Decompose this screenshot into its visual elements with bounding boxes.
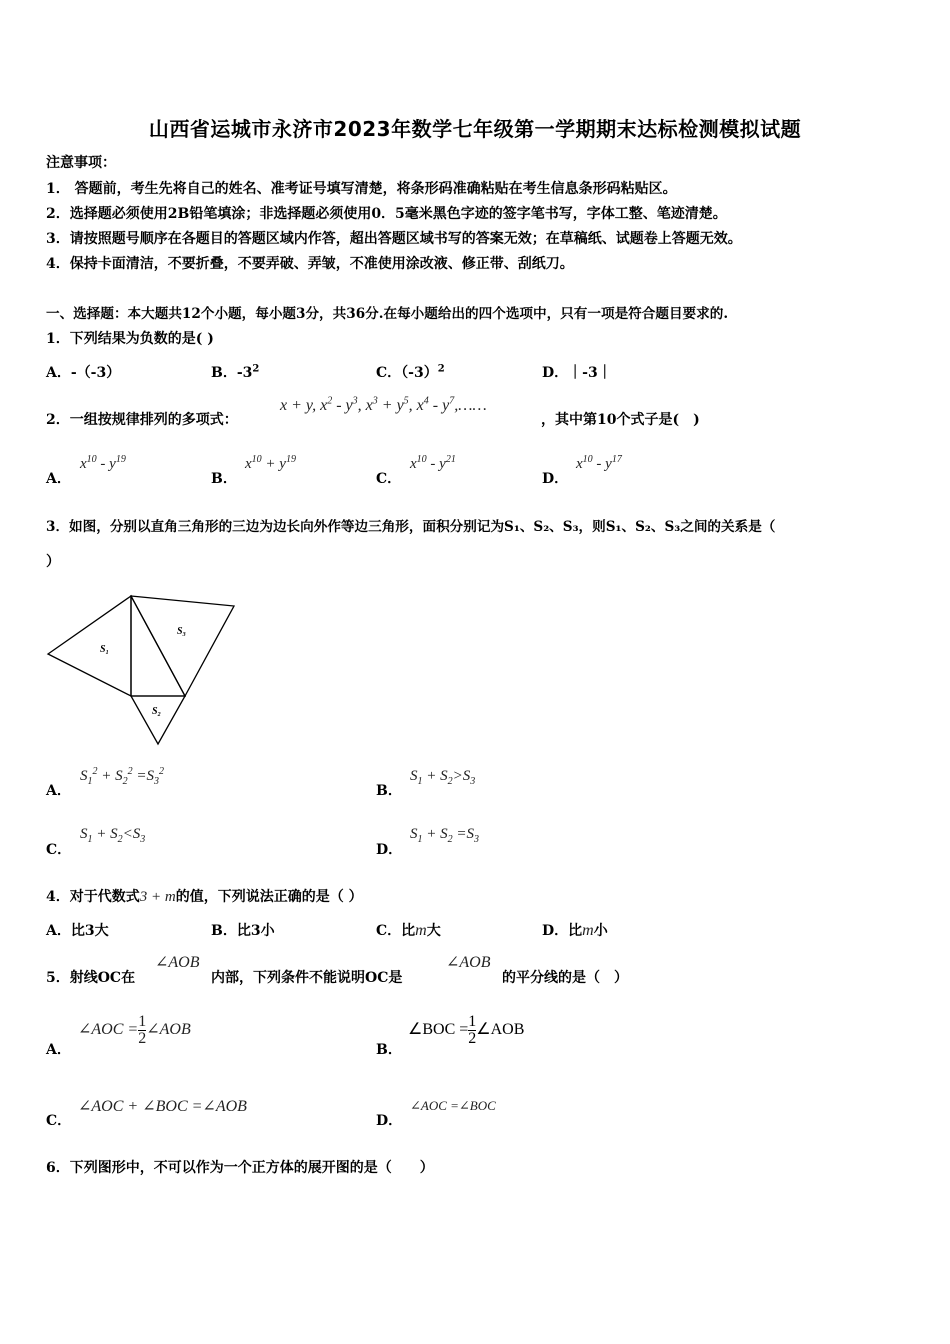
notice-item: 1． 答题前，考生先将自己的姓名、准考证号填写清楚，将条形码准确粘贴在考生信息条形码粘贴区。 — [46, 181, 677, 197]
q2-stem-prefix: 2．一组按规律排列的多项式： — [46, 412, 238, 428]
q5-stem-mid: 内部，下列条件不能说明OC是 — [211, 970, 403, 986]
q3-stem: 3．如图，分别以直角三角形的三边为边长向外作等边三角形，面积分别记为S₁、S₂、S₃，则S₁、S₂、S₃之间的关系是（ — [46, 519, 776, 535]
q3-option-d-formula: $S_1 + S_2 =S_3$ — [410, 826, 479, 845]
q2-option-c-formula: $x^{10} - y^{21}$ — [410, 454, 456, 472]
q2-option-c-label: C． — [376, 471, 402, 487]
notice-item: 3．请按照题号顺序在各题目的答题区域内作答，超出答题区域书写的答案无效；在草稿纸、试题卷上答题无效。 — [46, 231, 742, 247]
q5-option-c-label: C． — [46, 1113, 72, 1129]
label-s2: $S_2$ — [152, 706, 161, 718]
triangle-s1 — [48, 596, 131, 696]
q5-stem-suffix: 的平分线的是（ ） — [502, 970, 628, 986]
q1-stem: 1．下列结果为负数的是( ) — [46, 331, 214, 347]
notice-item: 4．保持卡面清洁，不要折叠，不要弄破、弄皱，不准使用涂改液、修正带、刮纸刀。 — [46, 256, 574, 272]
q4-option-d: D．比m小 — [542, 922, 608, 939]
q5-option-a-label: A． — [46, 1042, 71, 1058]
q2-option-a-formula: $x^{10} - y^{19}$ — [80, 454, 126, 472]
q5-angle-aob: ∠AOB — [155, 954, 200, 971]
triangle-s2 — [131, 696, 185, 744]
q1-option-d: D．｜-3｜ — [542, 365, 612, 381]
q3-option-c-formula: $S_1 + S_2<S_3$ — [80, 826, 146, 845]
q3-option-b-formula: $S_1 + S_2>S_3$ — [410, 768, 476, 787]
label-s1: $S_1$ — [100, 644, 109, 656]
q5-stem-prefix: 5．射线OC在 — [46, 970, 136, 986]
notice-heading: 注意事项： — [46, 155, 116, 171]
triangle-s3 — [131, 596, 234, 696]
q2-option-a-label: A． — [46, 471, 71, 487]
q5-angle-aob: ∠AOB — [446, 954, 491, 971]
q3-option-d-label: D． — [376, 842, 403, 858]
q5-option-c-formula: ∠AOC + ∠BOC =∠AOB — [78, 1098, 247, 1115]
q2-stem-suffix: ，其中第10个式子是( ) — [541, 412, 700, 428]
q6-stem: 6．下列图形中，不可以作为一个正方体的展开图的是（ ） — [46, 1160, 434, 1176]
q2-sequence-formula: x + y, $x^2 - y^3$, $x^3 + y^5$, $x^4$ - $y^7,\dots\dots$ — [280, 395, 487, 414]
q3-option-a-label: A． — [46, 783, 71, 799]
q2-option-b-formula: $x^{10} + y^{19}$ — [245, 454, 296, 472]
q4-option-a: A．比3大 — [46, 923, 109, 939]
q3-stem-tail: ） — [46, 554, 60, 570]
notice-item: 2．选择题必须使用2B铅笔填涂；非选择题必须使用0．5毫米黑色字迹的签字笔书写，字体工整、笔迹清楚。 — [46, 206, 727, 222]
q3-triangle-figure — [40, 588, 245, 750]
label-s3: $S_3$ — [177, 626, 186, 638]
q1-option-c: C．$(-3)^2$ — [376, 363, 445, 381]
q2-option-d-label: D． — [542, 471, 569, 487]
q4-option-b: B．比3小 — [211, 923, 275, 939]
q1-option-b: B．$-3^2$ — [211, 363, 260, 381]
q5-option-a-formula: ∠AOC = $\frac{1}{2}$ ∠AOB — [78, 1013, 191, 1047]
q3-option-c-label: C． — [46, 842, 72, 858]
section-heading: 一、选择题：本大题共12个小题，每小题3分，共36分.在每小题给出的四个选项中，只有一项是符合题目要求的. — [46, 306, 729, 322]
q2-option-d-formula: $x^{10} - y^{17}$ — [576, 454, 622, 472]
q5-option-d-formula: ∠AOC =∠BOC — [410, 1098, 496, 1113]
q5-option-b-label: B． — [376, 1042, 402, 1058]
q4-stem: 4．对于代数式3 + m的值，下列说法正确的是（ ） — [46, 889, 363, 905]
q4-option-c: C．比m大 — [376, 922, 441, 939]
q3-option-b-label: B． — [376, 783, 402, 799]
page-title: 山西省运城市永济市2023年数学七年级第一学期期末达标检测模拟试题 — [148, 117, 802, 141]
q5-option-d-label: D． — [376, 1113, 403, 1129]
q3-option-a-formula: $S_1^2 + S_2^2 =S_3^2$ — [80, 766, 164, 787]
q5-option-b-formula: ∠BOC = $\frac{1}{2}$ ∠AOB — [408, 1013, 525, 1047]
q2-option-b-label: B． — [211, 471, 237, 487]
q1-option-a: A．-（-3） — [46, 365, 121, 381]
